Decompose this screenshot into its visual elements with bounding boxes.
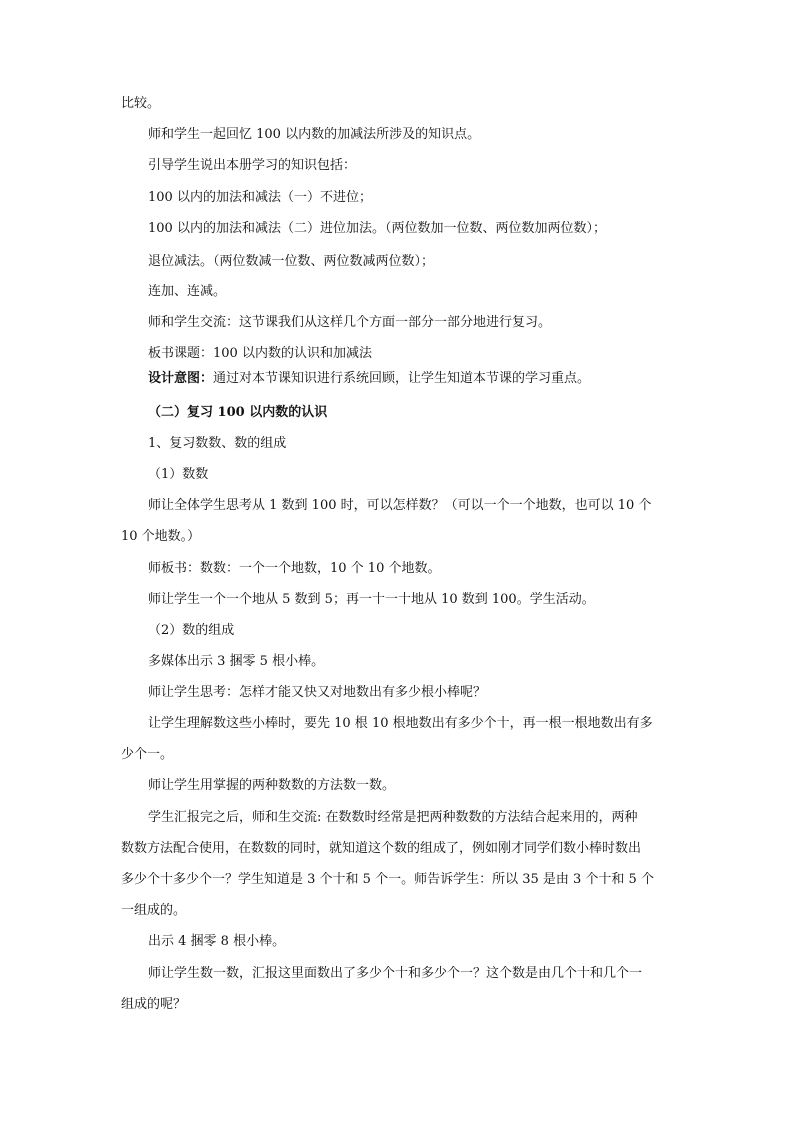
text-line: 1、复习数数、数的组成 [148, 436, 287, 451]
text-line: 100 以内的加法和减法（二）进位加法。（两位数加一位数、两位数加两位数）； [148, 221, 606, 236]
text-line: 师板书：数数：一个一个地数，10 个 10 个地数。 [148, 561, 441, 576]
text-line: 学生汇报完之后，师和生交流: 在数数时经常是把两种数数的方法结合起来用的，两种 [148, 810, 638, 825]
section-heading: （二）复习 100 以内数的认识 [148, 405, 328, 420]
text-line: 让学生理解数这些小棒时，要先 10 根 10 根地数出有多少个十，再一根一根地数出有多 [148, 716, 653, 731]
text-line: 师让学生思考：怎样才能又快又对地数出有多少根小棒呢？ [148, 685, 487, 700]
text-line: 师让学生数一数，汇报这里面数出了多少个十和多少个一？这个数是由几个十和几个一 [148, 966, 643, 981]
text-line: 多媒体出示 3 捆零 5 根小棒。 [148, 654, 325, 669]
text-line: （2）数的组成 [148, 623, 235, 638]
design-intent-text: 通过对本节课知识进行系统回顾，让学生知道本节课的学习重点。 [213, 371, 591, 386]
text-line: 师让学生用掌握的两种数数的方法数一数。 [148, 778, 396, 793]
text-line: 10 个地数。） [121, 529, 201, 544]
text-line: 引导学生说出本册学习的知识包括： [148, 158, 357, 173]
text-line: 一组成的。 [121, 903, 187, 918]
design-intent-paragraph [148, 371, 590, 387]
text-line: 数数方法配合使用，在数数的同时，就知道这个数的组成了，例如刚才同学们数小棒时数出 [121, 841, 642, 856]
text-line: 师让全体学生思考从 1 数到 100 时，可以怎样数？（可以一个一个地数，也可以 10 个 [148, 498, 652, 513]
text-line: 100 以内的加法和减法（一）不进位； [148, 190, 372, 205]
text-line: 退位减法。（两位数减一位数、两位数减两位数）； [148, 254, 435, 269]
text-line: 组成的呢？ [121, 997, 187, 1012]
text-line: 连加、连减。 [148, 284, 227, 299]
text-line: 比较。 [121, 96, 161, 111]
text-line: 出示 4 捆零 8 根小棒。 [148, 934, 286, 949]
design-intent-label: 设计意图： [148, 371, 214, 386]
text-line: 少个一。 [121, 747, 174, 762]
text-line: （1）数数 [148, 467, 209, 482]
text-line: 多少个十多少个一？学生知道是 3 个十和 5 个一。师告诉学生：所以 35 是由 3 个十和 5 个 [121, 872, 654, 887]
text-line: 师和学生一起回忆 100 以内数的加减法所涉及的知识点。 [148, 127, 481, 142]
text-line: 板书课题：100 以内数的认识和加减法 [148, 346, 372, 361]
text-line: 师让学生一个一个地从 5 数到 5；再一十一十地从 10 数到 100。学生活动。 [148, 592, 595, 607]
text-line: 师和学生交流：这节课我们从这样几个方面一部分一部分地进行复习。 [148, 315, 552, 330]
